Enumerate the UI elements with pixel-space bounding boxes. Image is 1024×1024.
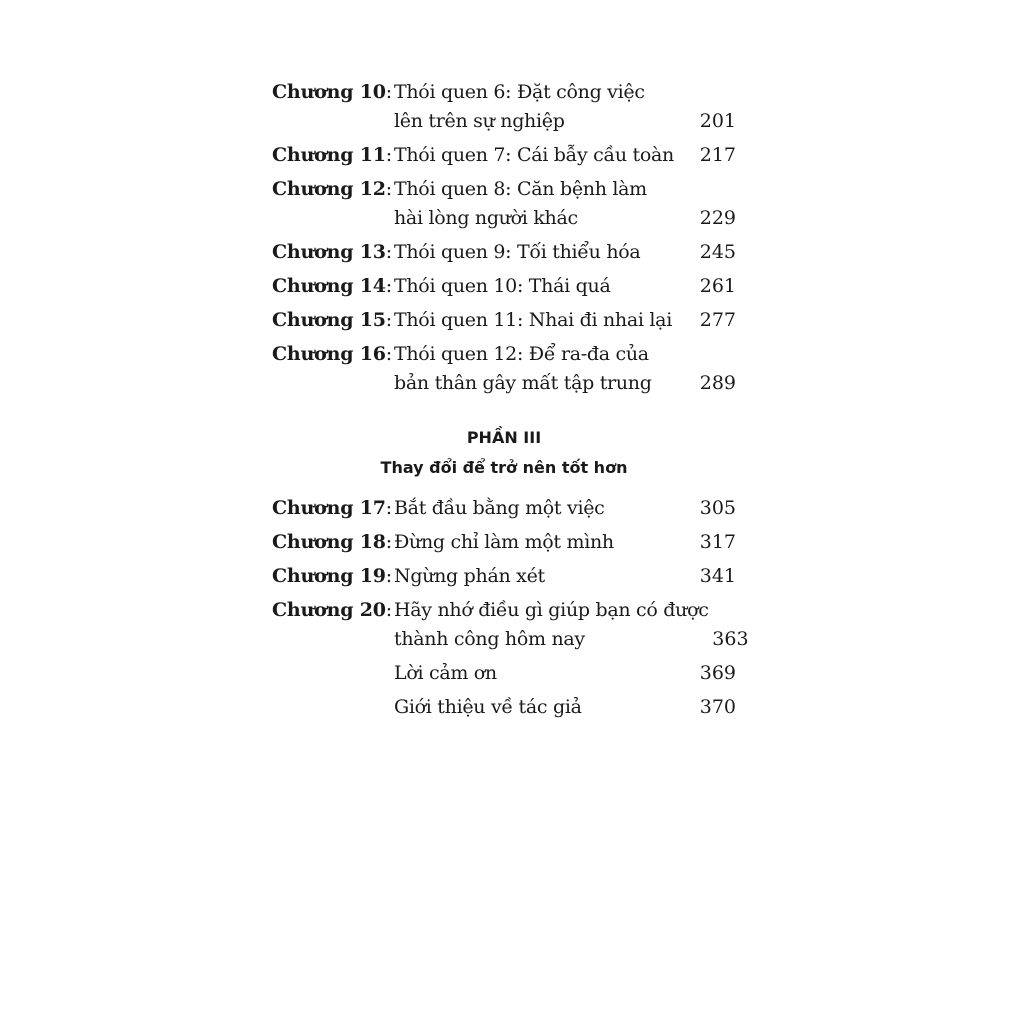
page-number: 305 <box>699 497 736 519</box>
chapter-label: Chương 17: <box>272 497 392 519</box>
page-number: 341 <box>699 565 736 587</box>
toc-entry <box>272 494 736 523</box>
entry-title: Thói quen 9: Tối thiểu hóa <box>394 241 641 263</box>
entry-title: Thói quen 8: Căn bệnh làm <box>394 178 647 200</box>
chapter-label: Chương 13: <box>272 241 392 263</box>
chapter-label: Chương 19: <box>272 565 392 587</box>
page-number: 229 <box>699 207 736 229</box>
part-label: PHẦN III <box>466 428 542 447</box>
page-number: 217 <box>699 144 736 166</box>
page-number: 317 <box>699 531 736 553</box>
toc-entry <box>272 659 736 688</box>
entry-title: Thói quen 10: Thái quá <box>394 275 611 297</box>
page-number <box>696 78 736 107</box>
toc-entry <box>272 141 736 170</box>
page-number: 261 <box>699 275 736 297</box>
toc-entry <box>272 528 736 557</box>
entry-title: Thói quen 11: Nhai đi nhai lại <box>394 309 672 331</box>
entry-title: Hãy nhớ điều gì giúp bạn có được <box>394 599 709 621</box>
page-number <box>696 340 736 369</box>
toc-entry <box>272 78 736 136</box>
chapter-label: Chương 18: <box>272 531 392 553</box>
page-number: 369 <box>699 662 736 684</box>
entry-title: Bắt đầu bằng một việc <box>394 497 605 519</box>
toc-part2-list <box>272 78 736 403</box>
toc-part3-list <box>272 494 749 727</box>
entry-title: Ngừng phán xét <box>394 565 545 587</box>
entry-title: Giới thiệu về tác giả <box>394 696 582 718</box>
chapter-label: Chương 12: <box>272 178 392 200</box>
entry-title: bản thân gây mất tập trung <box>394 372 652 394</box>
toc-entry <box>272 175 736 233</box>
entry-title: lên trên sự nghiệp <box>394 110 565 132</box>
entry-title: Thói quen 6: Đặt công việc <box>394 81 645 103</box>
page-number: 277 <box>699 309 736 331</box>
page-number: 289 <box>699 372 736 394</box>
entry-title: Thói quen 12: Để ra-đa của <box>394 343 649 365</box>
chapter-label: Chương 20: <box>272 599 392 621</box>
entry-title: thành công hôm nay <box>394 628 585 650</box>
entry-title: hài lòng người khác <box>394 207 578 229</box>
toc-entry <box>272 562 736 591</box>
chapter-label: Chương 14: <box>272 275 392 297</box>
toc-entry <box>272 340 736 398</box>
toc-entry <box>272 306 736 335</box>
entry-title: Thói quen 7: Cái bẫy cầu toàn <box>394 144 674 166</box>
page-number <box>709 596 749 625</box>
page-number: 245 <box>699 241 736 263</box>
page-number: 370 <box>699 696 736 718</box>
chapter-label: Chương 11: <box>272 144 392 166</box>
page-number <box>696 175 736 204</box>
page-number: 363 <box>712 628 749 650</box>
toc-entry <box>272 272 736 301</box>
toc-entry <box>272 596 749 654</box>
toc-entry <box>272 238 736 267</box>
toc-entry <box>272 693 736 722</box>
page-number: 201 <box>699 110 736 132</box>
chapter-label: Chương 15: <box>272 309 392 331</box>
entry-title: Lời cảm ơn <box>394 662 497 684</box>
chapter-label: Chương 10: <box>272 81 392 103</box>
entry-title: Đừng chỉ làm một mình <box>394 531 614 553</box>
part-title: Thay đổi để trở nên tốt hơn <box>380 458 628 477</box>
chapter-label: Chương 16: <box>272 343 392 365</box>
